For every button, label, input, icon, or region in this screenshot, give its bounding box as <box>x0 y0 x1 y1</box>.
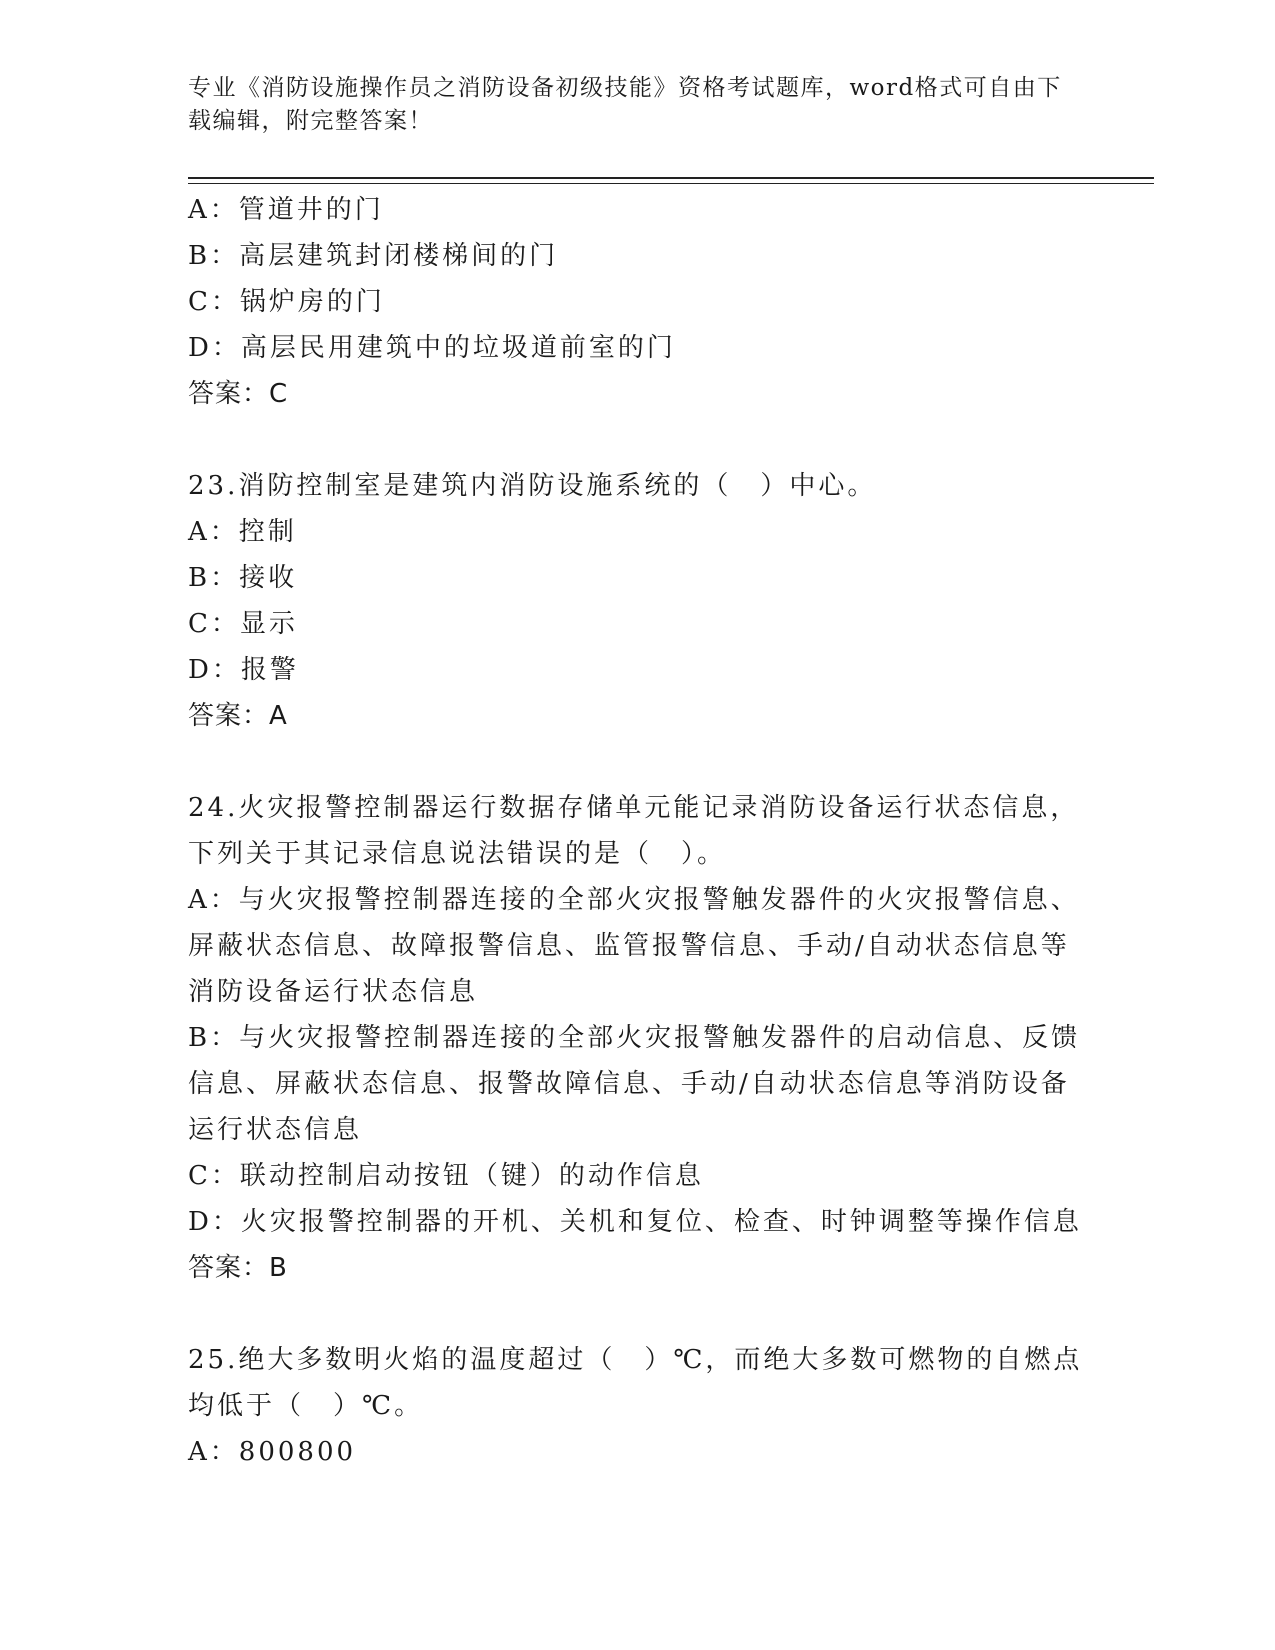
option-c: C：锅炉房的门 <box>188 287 385 317</box>
option-c: C：显示 <box>188 609 298 639</box>
option-a: A：管道井的门 <box>188 195 384 225</box>
question-list <box>188 187 1088 1475</box>
answer-line: 答案：A <box>188 701 288 731</box>
question-24 <box>188 785 1088 1291</box>
option-b: B：高层建筑封闭楼梯间的门 <box>188 241 559 271</box>
option-a: A：与火灾报警控制器连接的全部火灾报警触发器件的火灾报警信息、屏蔽状态信息、故障报警信息、监管报警信息、手动/自动状态信息等消防设备运行状态信息 <box>188 885 1080 1007</box>
header-rule-thin <box>188 183 1154 184</box>
question-22-continued <box>188 187 1088 417</box>
question-25 <box>188 1337 1088 1475</box>
spacer <box>188 739 1088 785</box>
option-b: B：与火灾报警控制器连接的全部火灾报警触发器件的启动信息、反馈信息、屏蔽状态信息、报警故障信息、手动/自动状态信息等消防设备运行状态信息 <box>188 1023 1081 1145</box>
option-a: A：800800 <box>188 1437 357 1467</box>
option-d: D：高层民用建筑中的垃圾道前室的门 <box>188 333 676 363</box>
document-header: 专业《消防设施操作员之消防设备初级技能》资格考试题库，word格式可自由下载编辑，附完整答案！ <box>188 75 1062 134</box>
option-b: B：接收 <box>188 563 298 593</box>
option-d: D：报警 <box>188 655 299 685</box>
answer-line: 答案：B <box>188 1253 288 1283</box>
answer-line: 答案：C <box>188 379 289 409</box>
question-stem: 25.绝大多数明火焰的温度超过（ ）℃，而绝大多数可燃物的自燃点均低于（ ）℃。 <box>188 1345 1083 1421</box>
question-23 <box>188 463 1088 739</box>
question-stem: 23.消防控制室是建筑内消防设施系统的（ ）中心。 <box>188 471 877 501</box>
question-stem: 24.火灾报警控制器运行数据存储单元能记录消防设备运行状态信息，下列关于其记录信息说法错误的是（ ）。 <box>188 793 1080 869</box>
option-a: A：控制 <box>188 517 297 547</box>
option-d: D：火灾报警控制器的开机、关机和复位、检查、时钟调整等操作信息 <box>188 1207 1082 1237</box>
option-c: C：联动控制启动按钮（键）的动作信息 <box>188 1161 704 1191</box>
spacer <box>188 417 1088 463</box>
header-rule-thick <box>188 177 1154 179</box>
spacer <box>188 1291 1088 1337</box>
